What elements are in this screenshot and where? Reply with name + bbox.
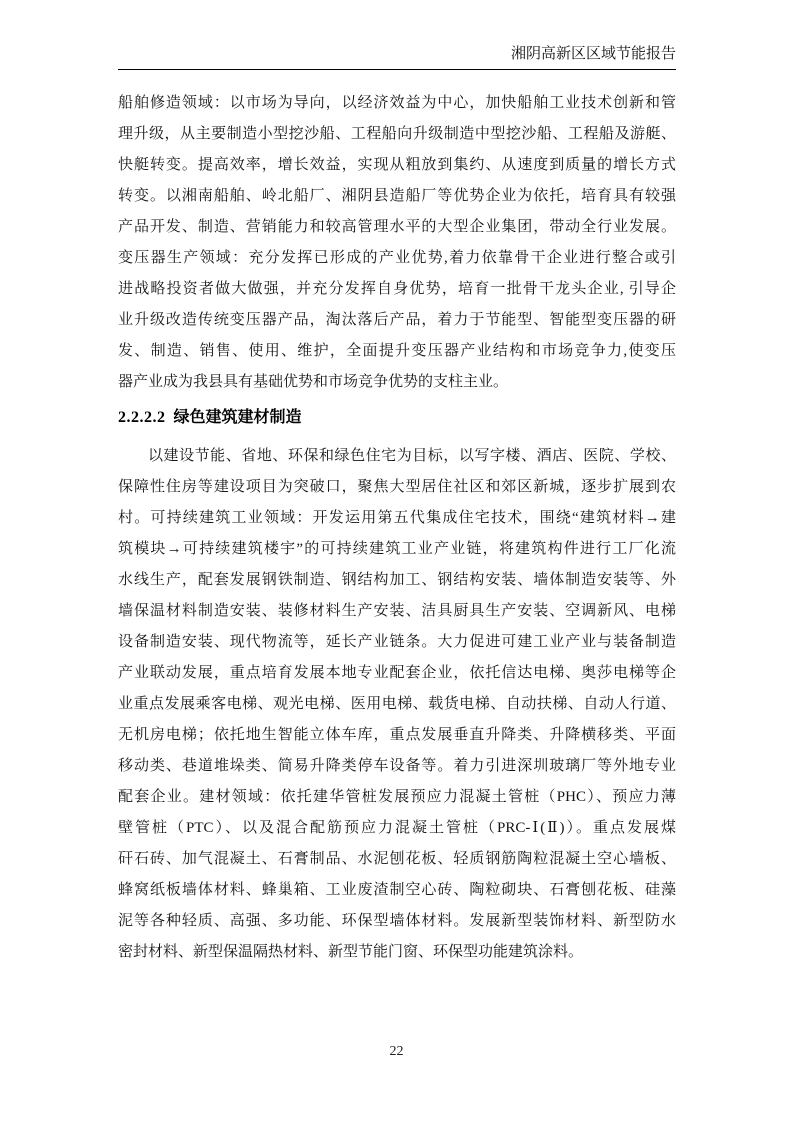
text-line: 村。可持续建筑工业领域：开发运用第五代集成住宅技术，围绕“建筑材料→建: [118, 510, 676, 526]
text-line: 密封材料、新型保温隔热材料、新型节能门窗、环保型功能建筑涂料。: [118, 944, 584, 960]
section-heading: [118, 402, 676, 433]
text-line: 业升级改造传统变压器产品，淘汰落后产品，着力于节能型、智能型变压器的研: [118, 312, 676, 328]
paragraph-green-building: [118, 441, 676, 968]
document-body: [118, 88, 676, 968]
text-line: 墙保温材料制造安装、装修材料生产安装、洁具厨具生产安装、空调新风、电梯: [118, 603, 676, 619]
text-line: 筑模块→可持续建筑楼宇”的可持续建筑工业产业链，将建筑构件进行工厂化流: [118, 541, 676, 557]
text-line: 转变。以湘南船舶、岭北船厂、湘阴县造船厂等优势企业为依托，培育具有较强: [118, 188, 676, 204]
text-line: 船舶修造领域：以市场为导向，以经济效益为中心，加快船舶工业技术创新和管: [118, 95, 676, 111]
text-line: 业重点发展乘客电梯、观光电梯、医用电梯、载货电梯、自动扶梯、自动人行道、: [118, 696, 676, 712]
text-line: 水线生产，配套发展钢铁制造、钢结构加工、钢结构安装、墙体制造安装等、外: [118, 572, 676, 588]
text-line: 产品开发、制造、营销能力和较高管理水平的大型企业集团，带动全行业发展。: [118, 219, 676, 235]
text-line: 泥等各种轻质、高强、多功能、环保型墙体材料。发展新型装饰材料、新型防水: [118, 913, 676, 929]
text-line: 保障性住房等建设项目为突破口，聚焦大型居住社区和郊区新城，逐步扩展到农: [118, 479, 676, 495]
text-line: 设备制造安装、现代物流等，延长产业链条。大力促进可建工业产业与装备制造: [118, 634, 676, 650]
text-line: 进战略投资者做大做强，并充分发挥自身优势，培育一批骨干龙头企业, 引导企: [118, 281, 676, 297]
page-number: 22: [389, 1044, 404, 1059]
text-line: 蜂窝纸板墙体材料、蜂巢箱、工业废渣制空心砖、陶粒砌块、石膏刨花板、硅藻: [118, 882, 676, 898]
text-line: 产业联动发展，重点培育发展本地专业配套企业，依托信达电梯、奥莎电梯等企: [118, 665, 676, 681]
page-header: [118, 44, 676, 70]
text-line: 发、制造、销售、使用、维护，全面提升变压器产业结构和市场竞争力,使变压: [118, 343, 676, 359]
text-line: 无机房电梯；依托地生智能立体车库，重点发展垂直升降类、升降横移类、平面: [118, 727, 676, 743]
text-line: 壁管桩（PTC）、以及混合配筋预应力混凝土管桩（PRC-Ⅰ(Ⅱ)）。重点发展煤: [118, 820, 676, 836]
text-line: 器产业成为我县具有基础优势和市场竞争优势的支柱主业。: [118, 374, 509, 390]
text-line: 变压器生产领域：充分发挥已形成的产业优势,着力依靠骨干企业进行整合或引: [118, 250, 676, 266]
page-footer: [0, 1044, 793, 1060]
text-line: 快艇转变。提高效率，增长效益，实现从粗放到集约、从速度到质量的增长方式: [118, 157, 676, 173]
text-line: 配套企业。建材领域：依托建华管桩发展预应力混凝土管桩（PHC）、预应力薄: [118, 789, 676, 805]
section-heading-number: 2.2.2.2: [118, 409, 166, 426]
paragraph-industry: [118, 88, 676, 398]
text-line: 矸石砖、加气混凝土、石膏制品、水泥刨花板、轻质钢筋陶粒混凝土空心墙板、: [118, 851, 676, 867]
text-line: 移动类、巷道堆垛类、简易升降类停车设备等。着力引进深圳玻璃厂等外地专业: [118, 758, 676, 774]
header-title: 湘阴高新区区域节能报告: [510, 46, 676, 62]
text-line: 理升级，从主要制造小型挖沙船、工程船向升级制造中型挖沙船、工程船及游艇、: [118, 126, 676, 142]
section-heading-title: 绿色建筑建材制造: [173, 409, 302, 426]
text-line: 以建设节能、省地、环保和绿色住宅为目标，以写字楼、酒店、医院、学校、: [148, 448, 676, 464]
